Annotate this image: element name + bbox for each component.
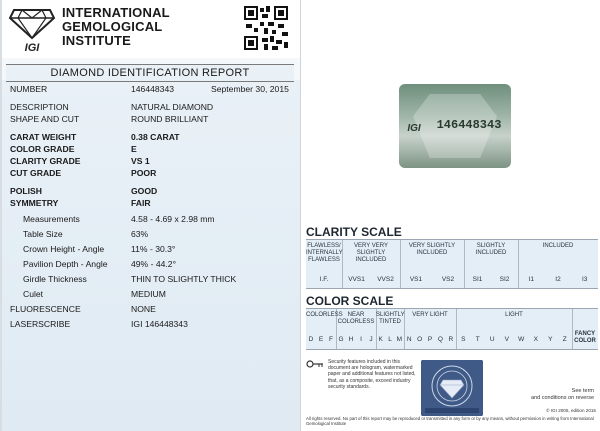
report-row-value: VS 1 [131,156,150,166]
copyright-note: © IGI 2005, edition 2015 [546,408,596,413]
color-grade-letter: W [518,336,525,343]
color-grade-letter: L [388,336,392,343]
hologram-logo-text: IGI [407,123,421,134]
report-date: September 30, 2015 [211,84,289,94]
report-row-value: IGI 146448343 [131,319,188,329]
org-line-2: GEMOLOGICAL [62,19,163,34]
rights-note: All rights reserved. No part of this report may be reproduced or transmitted in any form or by any means, without permission in writing from International Gemological Institute [306,416,594,427]
color-group [336,309,377,349]
organization-name [62,6,170,48]
color-grade-letter: Y [548,336,553,343]
color-grade-letter: F [329,336,333,343]
page-edge [0,0,2,431]
report-row-label: Table Size [23,229,63,239]
logo-text: IGI [24,42,40,54]
org-line-1: INTERNATIONAL [62,5,170,20]
color-scale-title: COLOR SCALE [306,294,394,308]
clarity-group [306,240,343,288]
clarity-grade: VVS1 [348,276,365,283]
report-row-value: 4.58 - 4.69 x 2.98 mm [131,214,215,224]
report-row-label: Culet [23,289,44,299]
color-group [376,309,405,349]
color-scale-table [306,308,598,350]
clarity-grade: VS2 [441,276,455,283]
igi-diamond-logo [8,4,56,54]
clarity-grade: VVS2 [377,276,394,283]
security-text: Security features included in this document are hologram, watermarked paper and additional features not listed, that, as a composite, exceed industry security standards. [328,359,416,390]
color-group-header: VERY LIGHT [412,312,448,318]
clarity-grade: SI2 [499,276,510,283]
report-title: DIAMOND IDENTIFICATION REPORT [6,64,294,82]
color-grade-letter: H [348,336,354,343]
clarity-group [518,240,598,288]
key-icon [306,360,324,368]
report-row-value: MEDIUM [131,289,166,299]
hologram [399,84,511,168]
clarity-grade: SI1 [472,276,483,283]
color-grade-letter: U [489,336,495,343]
report-row-value: 11% - 30.3° [131,244,176,254]
report-row-label: CUT GRADE [10,168,62,178]
report-row-value: NONE [131,304,156,314]
report-row-label: NUMBER [10,84,48,94]
security-seal [421,360,483,416]
color-grade-letter: D [308,336,314,343]
report-row-value: 0.38 CARAT [131,132,180,142]
clarity-group-header: SLIGHTLY INCLUDED [475,243,507,256]
color-grade-letter: Z [562,336,567,343]
report-row-value: 63% [131,229,149,239]
clarity-group-header: VERY VERY SLIGHTLY INCLUDED [353,243,389,263]
report-row-value: NATURAL DIAMOND [131,102,214,112]
report-row-value: 49% - 44.2° [131,259,176,269]
see-terms-note: See term and conditions on reverse [531,388,594,401]
report-row-value: E [131,144,137,154]
report-row-label: LASERSCRIBE [10,319,71,329]
report-header [0,0,300,58]
report-row-label: SHAPE AND CUT [10,114,80,124]
report-row-value: GOOD [131,186,158,196]
color-group-header: COLORLESS [306,312,343,318]
color-grade-letter: J [369,336,373,343]
qr-code [244,6,288,50]
report-row-label: CARAT WEIGHT [10,132,77,142]
clarity-scale-table [306,239,598,289]
clarity-grade: I3 [581,276,588,283]
report-row-label: FLUORESCENCE [10,304,81,314]
report-row-label: DESCRIPTION [10,102,69,112]
color-grade-letter: E [318,336,324,343]
report-row-label: POLISH [10,186,42,196]
clarity-grade: VS1 [409,276,423,283]
report-row-value: POOR [131,168,157,178]
color-group-header: LIGHT [505,312,523,318]
color-grade-letter: Q [437,336,443,343]
color-grade-letter: I [360,336,362,343]
clarity-group-header: VERY SLIGHTLY INCLUDED [408,243,456,256]
color-group-header: SLIGHTLY TINTED [376,312,405,325]
color-grade-letter: G [338,336,344,343]
color-group-header: FANCY COLOR [574,331,596,344]
org-line-3: INSTITUTE [62,33,131,48]
clarity-group [400,240,465,288]
color-grade-letter: X [533,336,538,343]
color-grade-letter: N [406,336,412,343]
report-row-label: CLARITY GRADE [10,156,81,166]
clarity-group [464,240,519,288]
color-grade-letter: R [448,336,454,343]
color-grade-letter: P [427,336,433,343]
clarity-grade: I1 [528,276,535,283]
color-group [456,309,573,349]
clarity-grade: I.F. [319,276,329,283]
clarity-grade: I2 [555,276,561,283]
report-row-value: THIN TO SLIGHTLY THICK [131,274,237,284]
color-group [572,309,598,349]
clarity-group-header: INCLUDED [542,243,574,249]
color-grade-letter: O [417,336,423,343]
report-row-label: Measurements [23,214,80,224]
color-grade-letter: K [378,336,383,343]
color-group [404,309,457,349]
clarity-group-header: FLAWLESS/ INTERNALLY FLAWLESS [306,243,343,263]
hologram-number: 146448343 [436,118,502,132]
report-row-label: SYMMETRY [10,198,59,208]
report-row-value: ROUND BRILLIANT [131,114,209,124]
color-grade-letter: V [504,336,509,343]
color-group-header: NEAR COLORLESS [337,312,375,325]
color-grade-letter: S [461,336,466,343]
color-grade-letter: M [396,336,403,343]
report-row-label: Crown Height - Angle [23,244,105,254]
color-group [306,309,343,349]
report-row-label: Pavilion Depth - Angle [23,259,108,269]
report-row-value: FAIR [131,198,151,208]
report-row-value: 146448343 [131,84,175,94]
report-row-label: COLOR GRADE [10,144,75,154]
clarity-group [342,240,401,288]
color-grade-letter: T [475,336,480,343]
clarity-scale-title: CLARITY SCALE [306,225,402,239]
report-row-label: Girdle Thickness [23,274,87,284]
